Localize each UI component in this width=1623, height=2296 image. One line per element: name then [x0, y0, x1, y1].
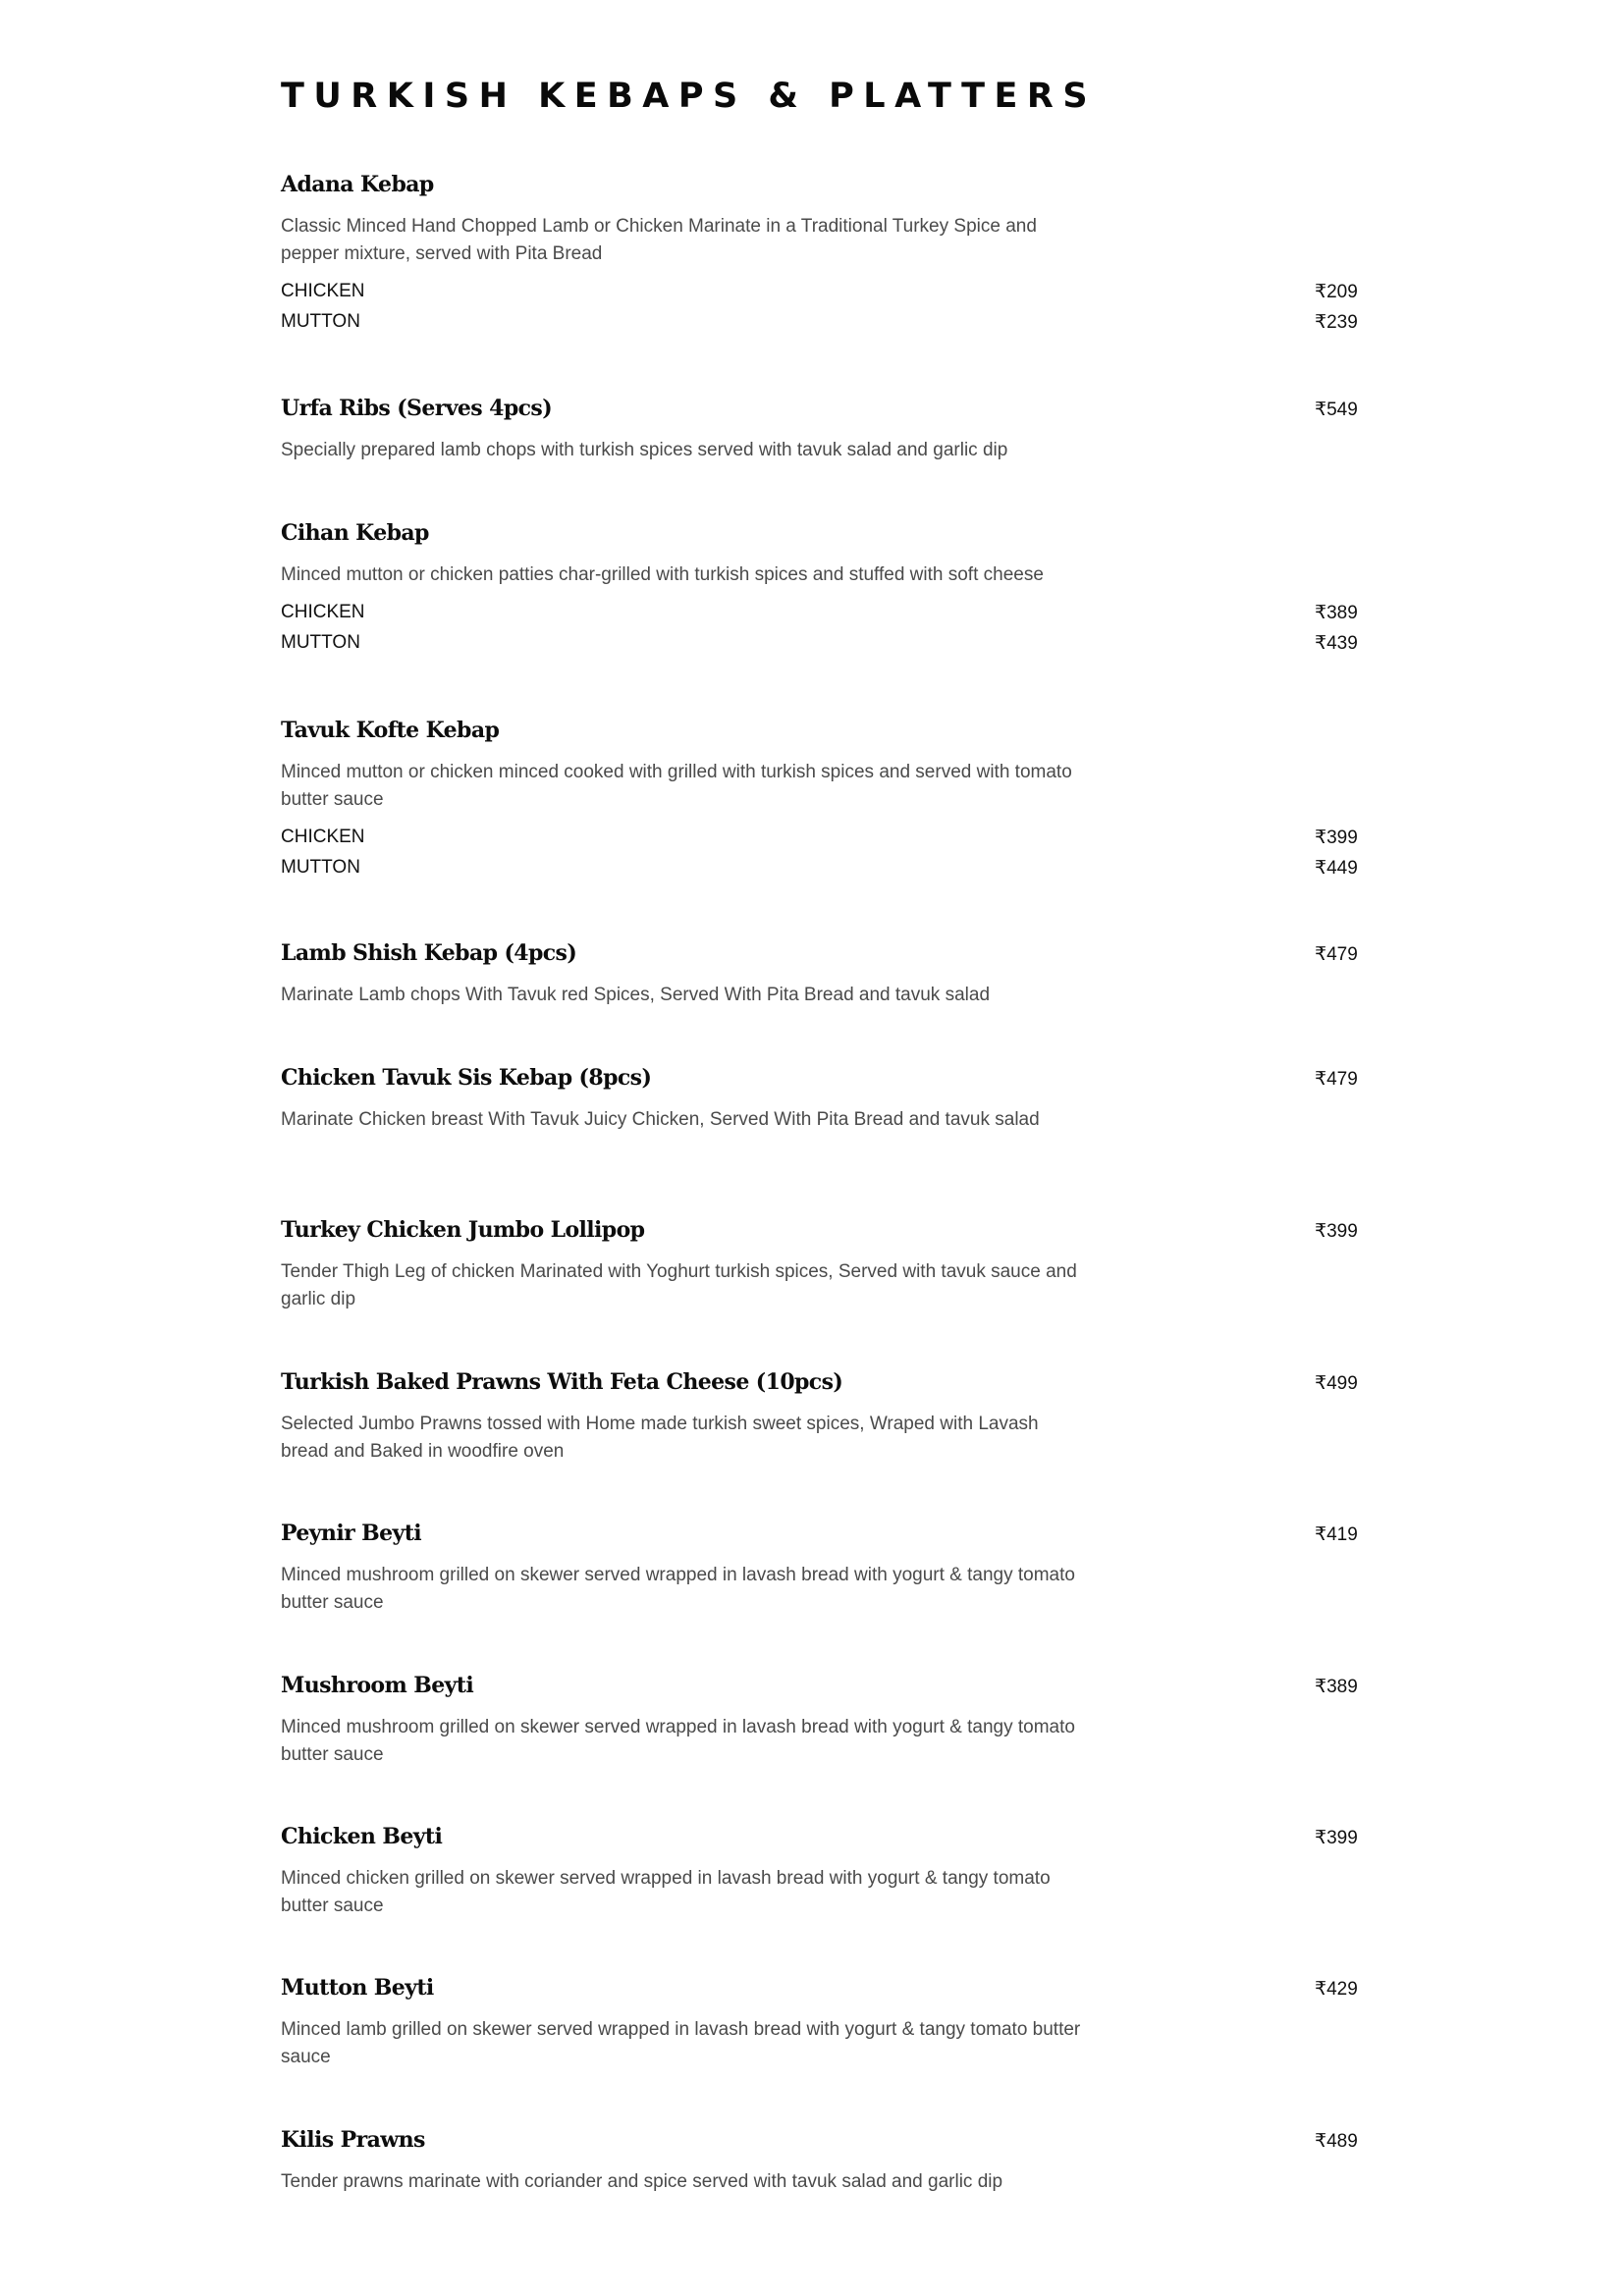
- menu-item: [281, 1975, 1361, 2071]
- item-description: Tender Thigh Leg of chicken Marinated with Yoghurt turkish spices, Served with tavuk sauce and garlic dip: [281, 1261, 1077, 1309]
- variant-row: [281, 311, 1361, 342]
- variant-label: MUTTON: [281, 857, 360, 878]
- variant-row: [281, 632, 1361, 663]
- menu-item: [281, 172, 1361, 342]
- item-name: Urfa Ribs (Serves 4pcs): [281, 396, 553, 421]
- variant-price: ₹439: [1315, 633, 1358, 654]
- menu-item: [281, 1217, 1361, 1313]
- item-description: Marinate Lamb chops With Tavuk red Spices, Served With Pita Bread and tavuk salad: [281, 985, 991, 1005]
- variant-price: ₹239: [1315, 312, 1358, 333]
- variant-price: ₹389: [1315, 603, 1358, 623]
- item-name: Cihan Kebap: [281, 520, 429, 546]
- item-price: ₹429: [1315, 1979, 1358, 2000]
- variant-price: ₹449: [1315, 858, 1358, 879]
- item-price: ₹549: [1315, 400, 1358, 420]
- menu-item: [281, 520, 1361, 663]
- section-title: TURKISH KEBAPS & PLATTERS: [281, 77, 1098, 116]
- item-description: Minced chicken grilled on skewer served wrapped in lavash bread with yogurt & tangy tomato butter sauce: [281, 1868, 1051, 1916]
- item-description: Minced lamb grilled on skewer served wrapped in lavash bread with yogurt & tangy tomato butter sauce: [281, 2019, 1081, 2067]
- menu-item: [281, 1065, 1361, 1134]
- menu-item: [281, 396, 1361, 464]
- item-name: Peynir Beyti: [281, 1521, 422, 1546]
- item-description: Minced mushroom grilled on skewer served wrapped in lavash bread with yogurt & tangy tomato butter sauce: [281, 1717, 1075, 1765]
- item-description: Specially prepared lamb chops with turkish spices served with tavuk salad and garlic dip: [281, 440, 1008, 460]
- item-name: Chicken Tavuk Sis Kebap (8pcs): [281, 1065, 652, 1091]
- item-description: Minced mushroom grilled on skewer served wrapped in lavash bread with yogurt & tangy tomato butter sauce: [281, 1565, 1075, 1613]
- variant-list: [281, 281, 1361, 342]
- variant-row: [281, 857, 1361, 887]
- item-price: ₹389: [1315, 1677, 1358, 1697]
- variant-label: CHICKEN: [281, 827, 365, 847]
- item-name: Lamb Shish Kebap (4pcs): [281, 940, 577, 966]
- item-description: Classic Minced Hand Chopped Lamb or Chicken Marinate in a Traditional Turkey Spice and pepper mixture, served with Pita Bread: [281, 216, 1037, 264]
- item-price: ₹479: [1315, 1069, 1358, 1090]
- item-name: Chicken Beyti: [281, 1824, 443, 1849]
- menu-item: [281, 940, 1361, 1009]
- menu-item: [281, 1369, 1361, 1466]
- variant-row: [281, 827, 1361, 857]
- item-description: Tender prawns marinate with coriander and spice served with tavuk salad and garlic dip: [281, 2171, 1003, 2192]
- variant-price: ₹209: [1315, 282, 1358, 302]
- item-price: ₹419: [1315, 1524, 1358, 1545]
- item-description: Minced mutton or chicken patties char-grilled with turkish spices and stuffed with soft cheese: [281, 564, 1044, 585]
- variant-row: [281, 281, 1361, 311]
- item-price: ₹399: [1315, 1828, 1358, 1848]
- variant-label: CHICKEN: [281, 281, 365, 301]
- menu-item: [281, 1521, 1361, 1617]
- variant-label: CHICKEN: [281, 602, 365, 622]
- menu-item: [281, 718, 1361, 887]
- item-name: Kilis Prawns: [281, 2127, 425, 2153]
- item-price: ₹479: [1315, 944, 1358, 965]
- variant-list: [281, 602, 1361, 663]
- variant-row: [281, 602, 1361, 632]
- item-price: ₹399: [1315, 1221, 1358, 1242]
- item-price: ₹489: [1315, 2131, 1358, 2152]
- item-description: Marinate Chicken breast With Tavuk Juicy Chicken, Served With Pita Bread and tavuk salad: [281, 1109, 1040, 1130]
- item-name: Mushroom Beyti: [281, 1673, 474, 1698]
- item-name: Tavuk Kofte Kebap: [281, 718, 500, 743]
- item-name: Turkish Baked Prawns With Feta Cheese (10pcs): [281, 1369, 843, 1395]
- variant-list: [281, 827, 1361, 887]
- item-description: Minced mutton or chicken minced cooked with grilled with turkish spices and served with tomato butter sauce: [281, 762, 1072, 810]
- menu-item: [281, 1673, 1361, 1769]
- menu-item: [281, 1824, 1361, 1920]
- item-name: Adana Kebap: [281, 172, 434, 197]
- item-price: ₹499: [1315, 1373, 1358, 1394]
- item-description: Selected Jumbo Prawns tossed with Home made turkish sweet spices, Wraped with Lavash bread and Baked in woodfire oven: [281, 1414, 1039, 1462]
- item-name: Turkey Chicken Jumbo Lollipop: [281, 1217, 645, 1243]
- variant-price: ₹399: [1315, 828, 1358, 848]
- variant-label: MUTTON: [281, 632, 360, 653]
- item-name: Mutton Beyti: [281, 1975, 434, 2001]
- variant-label: MUTTON: [281, 311, 360, 332]
- menu-item: [281, 2127, 1361, 2196]
